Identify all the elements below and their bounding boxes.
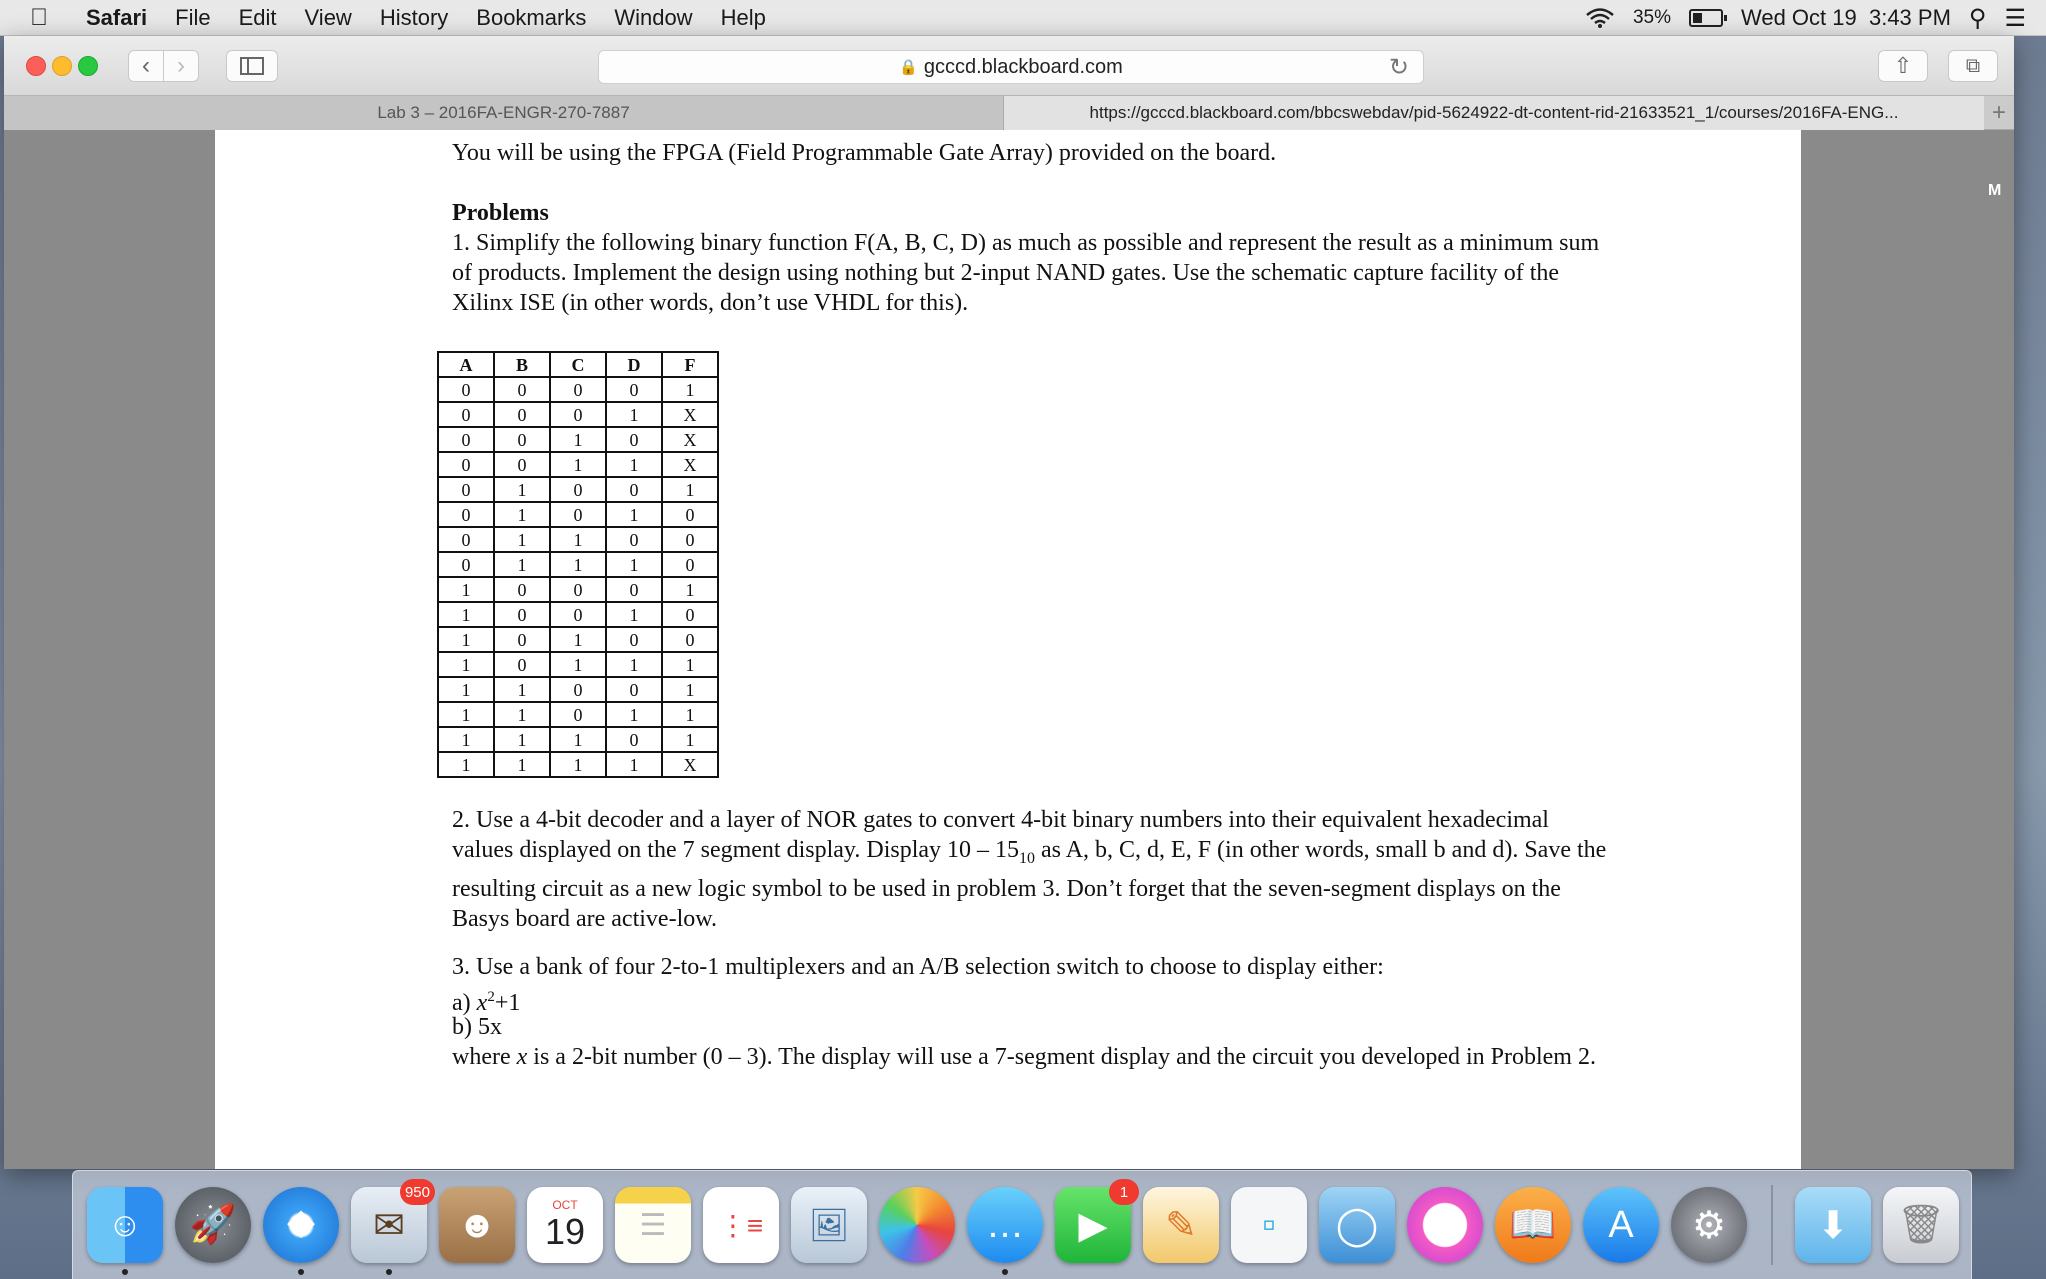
cell-c: 0 xyxy=(550,602,606,627)
lock-icon: 🔒 xyxy=(899,59,918,76)
header-a: A xyxy=(438,352,494,377)
cell-c: 1 xyxy=(550,452,606,477)
zoom-window-button[interactable] xyxy=(78,56,98,76)
cell-b: 1 xyxy=(494,727,550,752)
reminders-icon[interactable]: ⋮≡ xyxy=(703,1187,779,1263)
cell-c: 0 xyxy=(550,377,606,402)
where-prefix: where xyxy=(452,1044,517,1070)
truth-table-row xyxy=(438,477,718,502)
tab-bar xyxy=(4,96,2014,130)
cell-b: 1 xyxy=(494,552,550,577)
truth-table xyxy=(437,351,719,778)
cell-a: 1 xyxy=(438,627,494,652)
system-preferences-icon[interactable]: ⚙ xyxy=(1671,1187,1747,1263)
spotlight-search-icon[interactable]: ⚲ xyxy=(1968,4,1987,32)
cell-c: 0 xyxy=(550,477,606,502)
truth-table-row xyxy=(438,577,718,602)
facetime-badge: 1 xyxy=(1109,1179,1139,1205)
cell-d: 1 xyxy=(606,552,662,577)
option-a-superscript: 2 xyxy=(487,989,495,1005)
cell-d: 0 xyxy=(606,377,662,402)
intro-text: You will be using the FPGA (Field Programmable Gate Array) provided on the board. xyxy=(452,140,1277,166)
messages-icon[interactable]: … xyxy=(967,1187,1043,1263)
truth-table-row xyxy=(438,427,718,452)
battery-percent: 35% xyxy=(1632,7,1671,28)
option-a-prefix: a) xyxy=(452,990,477,1016)
cell-f: X xyxy=(662,402,718,427)
cell-b: 0 xyxy=(494,577,550,602)
header-b: B xyxy=(494,352,550,377)
problem-3-intro: 3. Use a bank of four 2-to-1 multiplexers and an A/B selection switch to choose to display either: xyxy=(452,954,1384,980)
menu-help[interactable]: Help xyxy=(720,4,766,30)
close-window-button[interactable] xyxy=(26,56,46,76)
cell-f: 0 xyxy=(662,552,718,577)
cell-d: 1 xyxy=(606,652,662,677)
truth-table-row xyxy=(438,602,718,627)
problem-2-subscript: 10 xyxy=(1019,849,1036,867)
cell-a: 1 xyxy=(438,602,494,627)
menu-app-name[interactable]: Safari xyxy=(86,4,148,30)
cell-a: 1 xyxy=(438,577,494,602)
truth-table-row xyxy=(438,677,718,702)
cell-d: 1 xyxy=(606,702,662,727)
browser-toolbar xyxy=(4,36,2014,96)
cell-a: 1 xyxy=(438,727,494,752)
cell-b: 1 xyxy=(494,502,550,527)
photos-icon[interactable] xyxy=(879,1187,955,1263)
cell-f: 0 xyxy=(662,627,718,652)
preview-icon[interactable]: 🖼 xyxy=(791,1187,867,1263)
cell-a: 0 xyxy=(438,477,494,502)
cell-f: X xyxy=(662,452,718,477)
cell-b: 1 xyxy=(494,527,550,552)
truth-table-row xyxy=(438,402,718,427)
cell-b: 0 xyxy=(494,452,550,477)
downloads-folder-icon[interactable]: ⬇ xyxy=(1795,1187,1871,1263)
page-viewport[interactable] xyxy=(4,130,2014,1169)
option-a-suffix: +1 xyxy=(494,990,521,1016)
truth-table-row xyxy=(438,552,718,577)
where-suffix: is a 2-bit number (0 – 3). The display will use a 7-segment display and the circuit you developed in Problem 2. xyxy=(527,1044,1596,1070)
contacts-icon[interactable]: ☻ xyxy=(439,1187,515,1263)
truth-table-row xyxy=(438,377,718,402)
cell-d: 0 xyxy=(606,527,662,552)
cell-b: 0 xyxy=(494,602,550,627)
where-variable: x xyxy=(516,1044,528,1070)
tab-lab3[interactable] xyxy=(4,96,1004,130)
menu-window[interactable]: Window xyxy=(614,4,693,30)
cell-d: 1 xyxy=(606,502,662,527)
show-tabs-button[interactable] xyxy=(1948,50,1998,82)
truth-table-row xyxy=(438,727,718,752)
finder-running-dot xyxy=(122,1269,128,1275)
share-icon: ⇧ xyxy=(1893,53,1913,78)
safari-window xyxy=(4,36,2014,1169)
numbers-icon[interactable]: ▫ xyxy=(1231,1187,1307,1263)
forward-button[interactable] xyxy=(163,50,199,82)
cell-d: 0 xyxy=(606,577,662,602)
cell-a: 0 xyxy=(438,552,494,577)
cell-b: 1 xyxy=(494,677,550,702)
cell-b: 1 xyxy=(494,702,550,727)
tabs-overview-icon: ⧉ xyxy=(1965,54,1981,77)
cell-f: 1 xyxy=(662,477,718,502)
wifi-icon[interactable] xyxy=(1585,7,1615,29)
cell-f: 1 xyxy=(662,677,718,702)
cell-f: 0 xyxy=(662,527,718,552)
mail-running-dot xyxy=(386,1269,392,1275)
cell-c: 1 xyxy=(550,727,606,752)
address-bar[interactable] xyxy=(598,50,1424,84)
cell-a: 1 xyxy=(438,677,494,702)
tab-pdf-url-label: https://gcccd.blackboard.com/bbcswebdav/pid-5624922-dt-content-rid-21633521_1/courses/2016FA-ENG... xyxy=(1089,103,1899,122)
problems-heading: Problems xyxy=(452,200,549,226)
sidebar-button[interactable] xyxy=(226,50,278,82)
menu-edit[interactable]: Edit xyxy=(238,4,277,30)
cell-f: 0 xyxy=(662,502,718,527)
menu-history[interactable]: History xyxy=(379,4,449,30)
truth-table-header xyxy=(438,352,718,377)
cell-d: 0 xyxy=(606,477,662,502)
problem-1-text: 1. Simplify the following binary function F(A, B, C, D) as much as possible and represent the result as a minimum sum of products. Implement the design using nothing but 2-input NAND gates. Use the schematic capture facility of the Xilinx ISE (in other words, don’t use VHDL for this). xyxy=(452,230,1600,316)
cell-a: 0 xyxy=(438,427,494,452)
cell-c: 1 xyxy=(550,552,606,577)
truth-table-row xyxy=(438,702,718,727)
battery-icon[interactable] xyxy=(1689,9,1723,27)
side-mark: M xyxy=(1988,182,2002,199)
problem-2-part-a: 2. Use a 4-bit decoder and a layer of NOR gates to convert 4-bit binary numbers into their equivalent hexadecimal values displayed on the 7 segment display. Display 10 – 15 xyxy=(452,807,1549,863)
tab-pdf-url[interactable] xyxy=(1004,96,1984,130)
cell-b: 0 xyxy=(494,377,550,402)
menu-view[interactable]: View xyxy=(304,4,352,30)
cell-d: 0 xyxy=(606,627,662,652)
reload-icon[interactable]: ↻ xyxy=(1388,54,1409,81)
chevron-left-icon: ‹ xyxy=(142,52,150,79)
notes-icon[interactable]: ☰ xyxy=(615,1187,691,1263)
cell-a: 0 xyxy=(438,402,494,427)
cell-d: 1 xyxy=(606,602,662,627)
cell-f: X xyxy=(662,752,718,777)
truth-table-row xyxy=(438,652,718,677)
share-button[interactable] xyxy=(1878,50,1928,82)
truth-table-row xyxy=(438,627,718,652)
truth-table-row xyxy=(438,527,718,552)
cell-d: 0 xyxy=(606,677,662,702)
dock xyxy=(72,1170,1972,1279)
pages-icon[interactable]: ✎ xyxy=(1143,1187,1219,1263)
problem-2-part-b: as A, b, C, d, E, F (in other words, small b and d). Save the resulting circuit as a new logic symbol to be used in problem 3. Don’t forget that the seven-segment displays on the Basys board are active-low. xyxy=(452,837,1607,932)
calendar-day: 19 xyxy=(544,1211,586,1252)
cell-c: 1 xyxy=(550,627,606,652)
messages-running-dot xyxy=(1002,1269,1008,1275)
sidebar-icon xyxy=(240,57,264,75)
cell-c: 0 xyxy=(550,702,606,727)
mail-icon[interactable]: ✉ 950 xyxy=(351,1187,427,1263)
safari-running-dot xyxy=(298,1269,304,1275)
cell-f: 1 xyxy=(662,727,718,752)
trash-icon[interactable]: 🗑 xyxy=(1883,1187,1959,1263)
cell-c: 1 xyxy=(550,527,606,552)
cell-d: 1 xyxy=(606,752,662,777)
tab-lab3-label: Lab 3 – 2016FA-ENGR-270-7887 xyxy=(377,103,630,122)
calendar-icon[interactable] xyxy=(527,1187,603,1263)
address-text: gcccd.blackboard.com xyxy=(923,55,1123,78)
cell-c: 1 xyxy=(550,752,606,777)
cell-f: 1 xyxy=(662,577,718,602)
cell-f: 1 xyxy=(662,652,718,677)
cell-d: 0 xyxy=(606,727,662,752)
option-a-variable: x xyxy=(476,990,488,1016)
truth-table-row xyxy=(438,452,718,477)
chevron-right-icon: › xyxy=(177,52,185,79)
pdf-page xyxy=(215,130,1801,1169)
cell-f: X xyxy=(662,427,718,452)
cell-b: 1 xyxy=(494,477,550,502)
cell-a: 1 xyxy=(438,702,494,727)
calendar-month: OCT xyxy=(552,1198,578,1212)
menu-file[interactable]: File xyxy=(175,4,211,30)
minimize-window-button[interactable] xyxy=(52,56,72,76)
itunes-icon[interactable]: ♫ xyxy=(1407,1187,1483,1263)
keynote-icon[interactable]: ◯ xyxy=(1319,1187,1395,1263)
cell-f: 1 xyxy=(662,702,718,727)
cell-a: 1 xyxy=(438,752,494,777)
cell-f: 1 xyxy=(662,377,718,402)
ibooks-icon[interactable]: 📖 xyxy=(1495,1187,1571,1263)
cell-c: 1 xyxy=(550,427,606,452)
mail-badge: 950 xyxy=(400,1179,435,1205)
menu-bar xyxy=(0,0,2046,36)
cell-b: 0 xyxy=(494,627,550,652)
dock-separator xyxy=(1771,1185,1773,1265)
cell-b: 0 xyxy=(494,427,550,452)
menu-bookmarks[interactable]: Bookmarks xyxy=(476,4,587,30)
cell-d: 1 xyxy=(606,402,662,427)
new-tab-button[interactable]: + xyxy=(1991,99,2006,126)
cell-a: 1 xyxy=(438,652,494,677)
truth-table-row xyxy=(438,502,718,527)
cell-a: 0 xyxy=(438,452,494,477)
cell-d: 0 xyxy=(606,427,662,452)
cell-d: 1 xyxy=(606,452,662,477)
launchpad-icon[interactable]: 🚀 xyxy=(175,1187,251,1263)
cell-c: 1 xyxy=(550,652,606,677)
problem-3-option-b: b) 5x xyxy=(452,1014,502,1040)
cell-f: 0 xyxy=(662,602,718,627)
back-button[interactable] xyxy=(128,50,164,82)
cell-b: 0 xyxy=(494,652,550,677)
cell-b: 1 xyxy=(494,752,550,777)
cell-c: 0 xyxy=(550,577,606,602)
facetime-icon[interactable]: ▶ 1 xyxy=(1055,1187,1131,1263)
truth-table-row xyxy=(438,752,718,777)
header-d: D xyxy=(606,352,662,377)
cell-c: 0 xyxy=(550,677,606,702)
problem-3-where xyxy=(452,1042,1612,1072)
cell-c: 0 xyxy=(550,402,606,427)
cell-c: 0 xyxy=(550,502,606,527)
app-store-icon[interactable]: A xyxy=(1583,1187,1659,1263)
cell-a: 0 xyxy=(438,527,494,552)
notification-center-icon[interactable]: ☰ xyxy=(2004,4,2026,32)
apple-menu-icon[interactable] xyxy=(30,4,70,32)
safari-icon[interactable]: ❖ xyxy=(263,1187,339,1263)
cell-a: 0 xyxy=(438,377,494,402)
header-c: C xyxy=(550,352,606,377)
cell-b: 0 xyxy=(494,402,550,427)
header-f: F xyxy=(662,352,718,377)
finder-icon[interactable]: ☺ xyxy=(87,1187,163,1263)
problem-2-text xyxy=(452,805,1612,934)
cell-a: 0 xyxy=(438,502,494,527)
clock[interactable]: Wed Oct 19 3:43 PM xyxy=(1740,5,1951,30)
